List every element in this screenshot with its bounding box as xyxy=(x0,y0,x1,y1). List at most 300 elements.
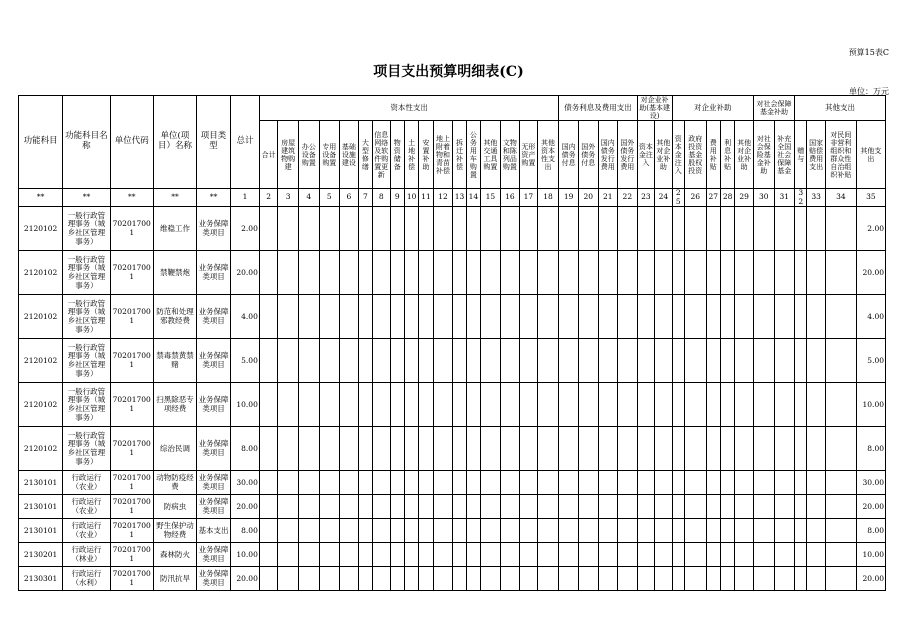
empty-cell xyxy=(753,427,774,471)
empty-cell xyxy=(795,295,807,339)
empty-cell xyxy=(637,427,655,471)
subheader-cell: 办公设备购置 xyxy=(298,121,319,189)
empty-cell xyxy=(259,383,278,427)
subheader-cell: 资本金注入 xyxy=(637,121,655,189)
empty-cell xyxy=(720,543,734,567)
func-code-cell: 2130101 xyxy=(19,519,63,543)
empty-cell xyxy=(672,207,684,251)
empty-cell xyxy=(598,251,618,295)
page-title: 项目支出预算明细表(C) xyxy=(373,64,524,80)
subheader-cell: 其他对企业补助 xyxy=(655,121,673,189)
empty-cell xyxy=(500,251,520,295)
subheader-cell: 费用补贴 xyxy=(706,121,720,189)
empty-cell xyxy=(404,495,418,519)
empty-cell xyxy=(419,207,433,251)
table-row xyxy=(19,207,886,251)
empty-cell xyxy=(319,251,340,295)
empty-cell xyxy=(298,519,319,543)
empty-cell xyxy=(720,207,734,251)
func-name-cell: 一般行政管理事务（城乡社区管理事务） xyxy=(63,427,110,471)
empty-cell xyxy=(735,427,754,471)
empty-cell xyxy=(404,471,418,495)
empty-cell xyxy=(419,295,433,339)
other-expense-cell: 4.00 xyxy=(856,295,885,339)
empty-cell xyxy=(598,295,618,339)
empty-cell xyxy=(774,543,795,567)
empty-cell xyxy=(340,207,359,251)
empty-cell xyxy=(706,427,720,471)
empty-cell xyxy=(618,519,638,543)
table-row xyxy=(19,519,886,543)
subheader-cell: 公务用车购置 xyxy=(466,121,480,189)
index-cell: ** xyxy=(110,189,153,207)
empty-cell xyxy=(453,567,466,591)
empty-cell xyxy=(684,471,706,495)
index-cell: 32 xyxy=(795,189,807,207)
table-row xyxy=(19,427,886,471)
empty-cell xyxy=(618,339,638,383)
empty-cell xyxy=(795,471,807,495)
empty-cell xyxy=(419,383,433,427)
index-cell: 2 xyxy=(259,189,278,207)
empty-cell xyxy=(753,519,774,543)
empty-cell xyxy=(340,495,359,519)
subheader-cell: 国内债务发行费用 xyxy=(598,121,618,189)
func-code-cell: 2120102 xyxy=(19,295,63,339)
index-cell: 15 xyxy=(481,189,501,207)
total-cell: 8.00 xyxy=(231,519,260,543)
empty-cell xyxy=(720,251,734,295)
empty-cell xyxy=(340,427,359,471)
empty-cell xyxy=(481,567,501,591)
empty-cell xyxy=(735,543,754,567)
empty-cell xyxy=(807,495,826,519)
empty-cell xyxy=(358,427,372,471)
empty-cell xyxy=(684,339,706,383)
func-name-cell: 一般行政管理事务（城乡社区管理事务） xyxy=(63,295,110,339)
empty-cell xyxy=(404,543,418,567)
empty-cell xyxy=(559,295,579,339)
header-unit-name: 单位(项目）名称 xyxy=(153,96,196,189)
empty-cell xyxy=(433,471,453,495)
empty-cell xyxy=(319,471,340,495)
func-code-cell: 2130201 xyxy=(19,543,63,567)
empty-cell xyxy=(298,567,319,591)
empty-cell xyxy=(453,495,466,519)
empty-cell xyxy=(481,251,501,295)
subheader-cell: 利息补贴 xyxy=(720,121,734,189)
subheader-cell: 地上附着物和青苗补偿 xyxy=(433,121,453,189)
empty-cell xyxy=(753,295,774,339)
empty-cell xyxy=(637,519,655,543)
func-name-cell: 一般行政管理事务（城乡社区管理事务） xyxy=(63,251,110,295)
empty-cell xyxy=(672,295,684,339)
table-row xyxy=(19,471,886,495)
subheader-cell: 拆迁补偿 xyxy=(453,121,466,189)
index-cell: 30 xyxy=(753,189,774,207)
total-cell: 5.00 xyxy=(231,339,260,383)
empty-cell xyxy=(706,207,720,251)
total-cell: 4.00 xyxy=(231,295,260,339)
empty-cell xyxy=(433,543,453,567)
index-cell: ** xyxy=(197,189,231,207)
empty-cell xyxy=(735,383,754,427)
subheader-cell: 国外债务发行费用 xyxy=(618,121,638,189)
empty-cell xyxy=(404,251,418,295)
empty-cell xyxy=(807,339,826,383)
empty-cell xyxy=(481,519,501,543)
empty-cell xyxy=(453,519,466,543)
empty-cell xyxy=(672,339,684,383)
empty-cell xyxy=(684,295,706,339)
empty-cell xyxy=(807,383,826,427)
empty-cell xyxy=(466,339,480,383)
empty-cell xyxy=(319,427,340,471)
empty-cell xyxy=(637,471,655,495)
empty-cell xyxy=(774,207,795,251)
empty-cell xyxy=(720,339,734,383)
empty-cell xyxy=(373,427,391,471)
empty-cell xyxy=(500,471,520,495)
index-cell: 25 xyxy=(672,189,684,207)
table-row xyxy=(19,495,886,519)
empty-cell xyxy=(390,471,404,495)
budget-table xyxy=(18,95,886,591)
empty-cell xyxy=(358,567,372,591)
empty-cell xyxy=(259,471,278,495)
project-name-cell: 野生保护动物经费 xyxy=(153,519,196,543)
project-type-cell: 业务保障类项目 xyxy=(197,339,231,383)
index-cell: 16 xyxy=(500,189,520,207)
empty-cell xyxy=(735,495,754,519)
empty-cell xyxy=(500,495,520,519)
empty-cell xyxy=(298,251,319,295)
empty-cell xyxy=(298,543,319,567)
empty-cell xyxy=(537,207,559,251)
empty-cell xyxy=(598,339,618,383)
func-code-cell: 2120102 xyxy=(19,207,63,251)
subheader-cell: 对民间非营利组织和群众性自治组织补贴 xyxy=(825,121,856,189)
empty-cell xyxy=(466,471,480,495)
subheader-cell: 基础设施建设 xyxy=(340,121,359,189)
empty-cell xyxy=(390,567,404,591)
empty-cell xyxy=(537,519,559,543)
empty-cell xyxy=(340,471,359,495)
empty-cell xyxy=(319,567,340,591)
empty-cell xyxy=(481,427,501,471)
empty-cell xyxy=(358,471,372,495)
empty-cell xyxy=(373,295,391,339)
empty-cell xyxy=(578,383,598,427)
empty-cell xyxy=(598,543,618,567)
empty-cell xyxy=(807,295,826,339)
unit-code-cell: 702017001 xyxy=(110,251,153,295)
empty-cell xyxy=(807,427,826,471)
empty-cell xyxy=(433,495,453,519)
subheader-cell: 合计 xyxy=(259,121,278,189)
empty-cell xyxy=(500,519,520,543)
empty-cell xyxy=(520,567,538,591)
empty-cell xyxy=(795,251,807,295)
empty-cell xyxy=(500,295,520,339)
empty-cell xyxy=(559,427,579,471)
empty-cell xyxy=(466,427,480,471)
empty-cell xyxy=(537,295,559,339)
index-cell: 17 xyxy=(520,189,538,207)
empty-cell xyxy=(774,295,795,339)
unit-code-cell: 702017001 xyxy=(110,519,153,543)
empty-cell xyxy=(358,495,372,519)
empty-cell xyxy=(720,427,734,471)
empty-cell xyxy=(433,519,453,543)
subheader-cell: 其他资本性支出 xyxy=(537,121,559,189)
empty-cell xyxy=(774,251,795,295)
func-name-cell: 行政运行（农业） xyxy=(63,519,110,543)
empty-cell xyxy=(259,543,278,567)
index-cell: 1 xyxy=(231,189,260,207)
empty-cell xyxy=(825,495,856,519)
subheader-cell: 补充全国社会保障基金 xyxy=(774,121,795,189)
empty-cell xyxy=(358,251,372,295)
func-name-cell: 一般行政管理事务（城乡社区管理事务） xyxy=(63,339,110,383)
empty-cell xyxy=(684,383,706,427)
other-expense-cell: 10.00 xyxy=(856,383,885,427)
empty-cell xyxy=(466,567,480,591)
func-code-cell: 2120102 xyxy=(19,383,63,427)
empty-cell xyxy=(520,383,538,427)
empty-cell xyxy=(453,295,466,339)
empty-cell xyxy=(825,543,856,567)
empty-cell xyxy=(373,207,391,251)
empty-cell xyxy=(578,295,598,339)
index-cell: ** xyxy=(63,189,110,207)
empty-cell xyxy=(453,251,466,295)
empty-cell xyxy=(537,251,559,295)
other-expense-cell: 20.00 xyxy=(856,567,885,591)
func-code-cell: 2120102 xyxy=(19,427,63,471)
empty-cell xyxy=(795,207,807,251)
empty-cell xyxy=(390,295,404,339)
subheader-cell: 信息网络及软件购置更新 xyxy=(373,121,391,189)
empty-cell xyxy=(419,543,433,567)
empty-cell xyxy=(319,339,340,383)
empty-cell xyxy=(672,251,684,295)
project-name-cell: 扫黑除恶专项经费 xyxy=(153,383,196,427)
empty-cell xyxy=(259,567,278,591)
index-cell: 9 xyxy=(390,189,404,207)
empty-cell xyxy=(598,207,618,251)
empty-cell xyxy=(735,207,754,251)
project-name-cell: 防病虫 xyxy=(153,495,196,519)
empty-cell xyxy=(373,519,391,543)
empty-cell xyxy=(404,339,418,383)
empty-cell xyxy=(481,471,501,495)
other-expense-cell: 20.00 xyxy=(856,251,885,295)
project-type-cell: 业务保障类项目 xyxy=(197,295,231,339)
empty-cell xyxy=(578,251,598,295)
empty-cell xyxy=(419,251,433,295)
empty-cell xyxy=(500,383,520,427)
other-expense-cell: 10.00 xyxy=(856,543,885,567)
index-cell: 8 xyxy=(373,189,391,207)
empty-cell xyxy=(373,339,391,383)
empty-cell xyxy=(618,427,638,471)
index-cell: 10 xyxy=(404,189,418,207)
empty-cell xyxy=(807,471,826,495)
project-type-cell: 业务保障类项目 xyxy=(197,251,231,295)
project-type-cell: 业务保障类项目 xyxy=(197,471,231,495)
unit-label: 单位：万元 xyxy=(849,87,889,96)
empty-cell xyxy=(637,543,655,567)
empty-cell xyxy=(706,383,720,427)
empty-cell xyxy=(466,295,480,339)
index-cell: 4 xyxy=(298,189,319,207)
subheader-cell: 无形资产购置 xyxy=(520,121,538,189)
index-cell: ** xyxy=(153,189,196,207)
empty-cell xyxy=(774,495,795,519)
empty-cell xyxy=(655,567,673,591)
index-cell: ** xyxy=(19,189,63,207)
empty-cell xyxy=(390,251,404,295)
empty-cell xyxy=(340,567,359,591)
empty-cell xyxy=(807,251,826,295)
empty-cell xyxy=(433,339,453,383)
empty-cell xyxy=(825,519,856,543)
table-row xyxy=(19,567,886,591)
empty-cell xyxy=(453,383,466,427)
total-cell: 20.00 xyxy=(231,251,260,295)
empty-cell xyxy=(706,339,720,383)
other-expense-cell: 30.00 xyxy=(856,471,885,495)
empty-cell xyxy=(466,251,480,295)
empty-cell xyxy=(481,339,501,383)
empty-cell xyxy=(578,471,598,495)
total-cell: 30.00 xyxy=(231,471,260,495)
empty-cell xyxy=(598,495,618,519)
empty-cell xyxy=(825,427,856,471)
subheader-cell: 资本金注入 xyxy=(672,121,684,189)
index-cell: 23 xyxy=(637,189,655,207)
empty-cell xyxy=(319,207,340,251)
empty-cell xyxy=(259,251,278,295)
empty-cell xyxy=(500,567,520,591)
empty-cell xyxy=(298,295,319,339)
project-type-cell: 业务保障类项目 xyxy=(197,207,231,251)
empty-cell xyxy=(559,567,579,591)
project-name-cell: 防汛抗旱 xyxy=(153,567,196,591)
empty-cell xyxy=(466,543,480,567)
empty-cell xyxy=(672,543,684,567)
func-code-cell: 2130101 xyxy=(19,495,63,519)
empty-cell xyxy=(298,339,319,383)
empty-cell xyxy=(500,543,520,567)
subheader-cell: 对社会保险基金补助 xyxy=(753,121,774,189)
empty-cell xyxy=(537,495,559,519)
empty-cell xyxy=(672,427,684,471)
empty-cell xyxy=(537,339,559,383)
empty-cell xyxy=(825,471,856,495)
empty-cell xyxy=(298,427,319,471)
project-name-cell: 动物防疫经费 xyxy=(153,471,196,495)
empty-cell xyxy=(720,383,734,427)
index-cell: 22 xyxy=(618,189,638,207)
index-cell: 27 xyxy=(706,189,720,207)
empty-cell xyxy=(618,495,638,519)
empty-cell xyxy=(637,251,655,295)
empty-cell xyxy=(298,207,319,251)
empty-cell xyxy=(655,251,673,295)
unit-code-cell: 702017001 xyxy=(110,339,153,383)
func-name-cell: 行政运行（农业） xyxy=(63,471,110,495)
empty-cell xyxy=(298,383,319,427)
empty-cell xyxy=(753,383,774,427)
total-cell: 20.00 xyxy=(231,495,260,519)
empty-cell xyxy=(319,543,340,567)
index-cell: 31 xyxy=(774,189,795,207)
header-capital: 资本性支出 xyxy=(259,96,559,121)
empty-cell xyxy=(319,495,340,519)
table-row xyxy=(19,295,886,339)
empty-cell xyxy=(520,543,538,567)
header-other: 其他支出 xyxy=(795,96,886,121)
empty-cell xyxy=(340,339,359,383)
empty-cell xyxy=(598,567,618,591)
project-type-cell: 业务保障类项目 xyxy=(197,495,231,519)
empty-cell xyxy=(753,543,774,567)
empty-cell xyxy=(433,295,453,339)
empty-cell xyxy=(672,519,684,543)
empty-cell xyxy=(390,519,404,543)
empty-cell xyxy=(795,567,807,591)
empty-cell xyxy=(390,495,404,519)
subheader-cell: 房屋建筑物购建 xyxy=(278,121,299,189)
empty-cell xyxy=(559,519,579,543)
empty-cell xyxy=(598,519,618,543)
empty-cell xyxy=(618,471,638,495)
empty-cell xyxy=(655,295,673,339)
empty-cell xyxy=(500,427,520,471)
empty-cell xyxy=(684,543,706,567)
empty-cell xyxy=(278,495,299,519)
project-name-cell: 维稳工作 xyxy=(153,207,196,251)
empty-cell xyxy=(706,295,720,339)
empty-cell xyxy=(453,471,466,495)
empty-cell xyxy=(637,339,655,383)
subheader-cell: 土地补偿 xyxy=(404,121,418,189)
subheader-cell: 国内债务付息 xyxy=(559,121,579,189)
empty-cell xyxy=(637,207,655,251)
empty-cell xyxy=(466,207,480,251)
unit-code-cell: 702017001 xyxy=(110,543,153,567)
empty-cell xyxy=(807,207,826,251)
empty-cell xyxy=(278,543,299,567)
empty-cell xyxy=(433,383,453,427)
empty-cell xyxy=(433,207,453,251)
empty-cell xyxy=(537,427,559,471)
empty-cell xyxy=(774,519,795,543)
empty-cell xyxy=(684,495,706,519)
empty-cell xyxy=(795,339,807,383)
empty-cell xyxy=(481,295,501,339)
index-cell: 19 xyxy=(559,189,579,207)
empty-cell xyxy=(419,471,433,495)
empty-cell xyxy=(706,567,720,591)
empty-cell xyxy=(404,567,418,591)
empty-cell xyxy=(278,427,299,471)
empty-cell xyxy=(559,495,579,519)
empty-cell xyxy=(373,471,391,495)
table-row xyxy=(19,251,886,295)
